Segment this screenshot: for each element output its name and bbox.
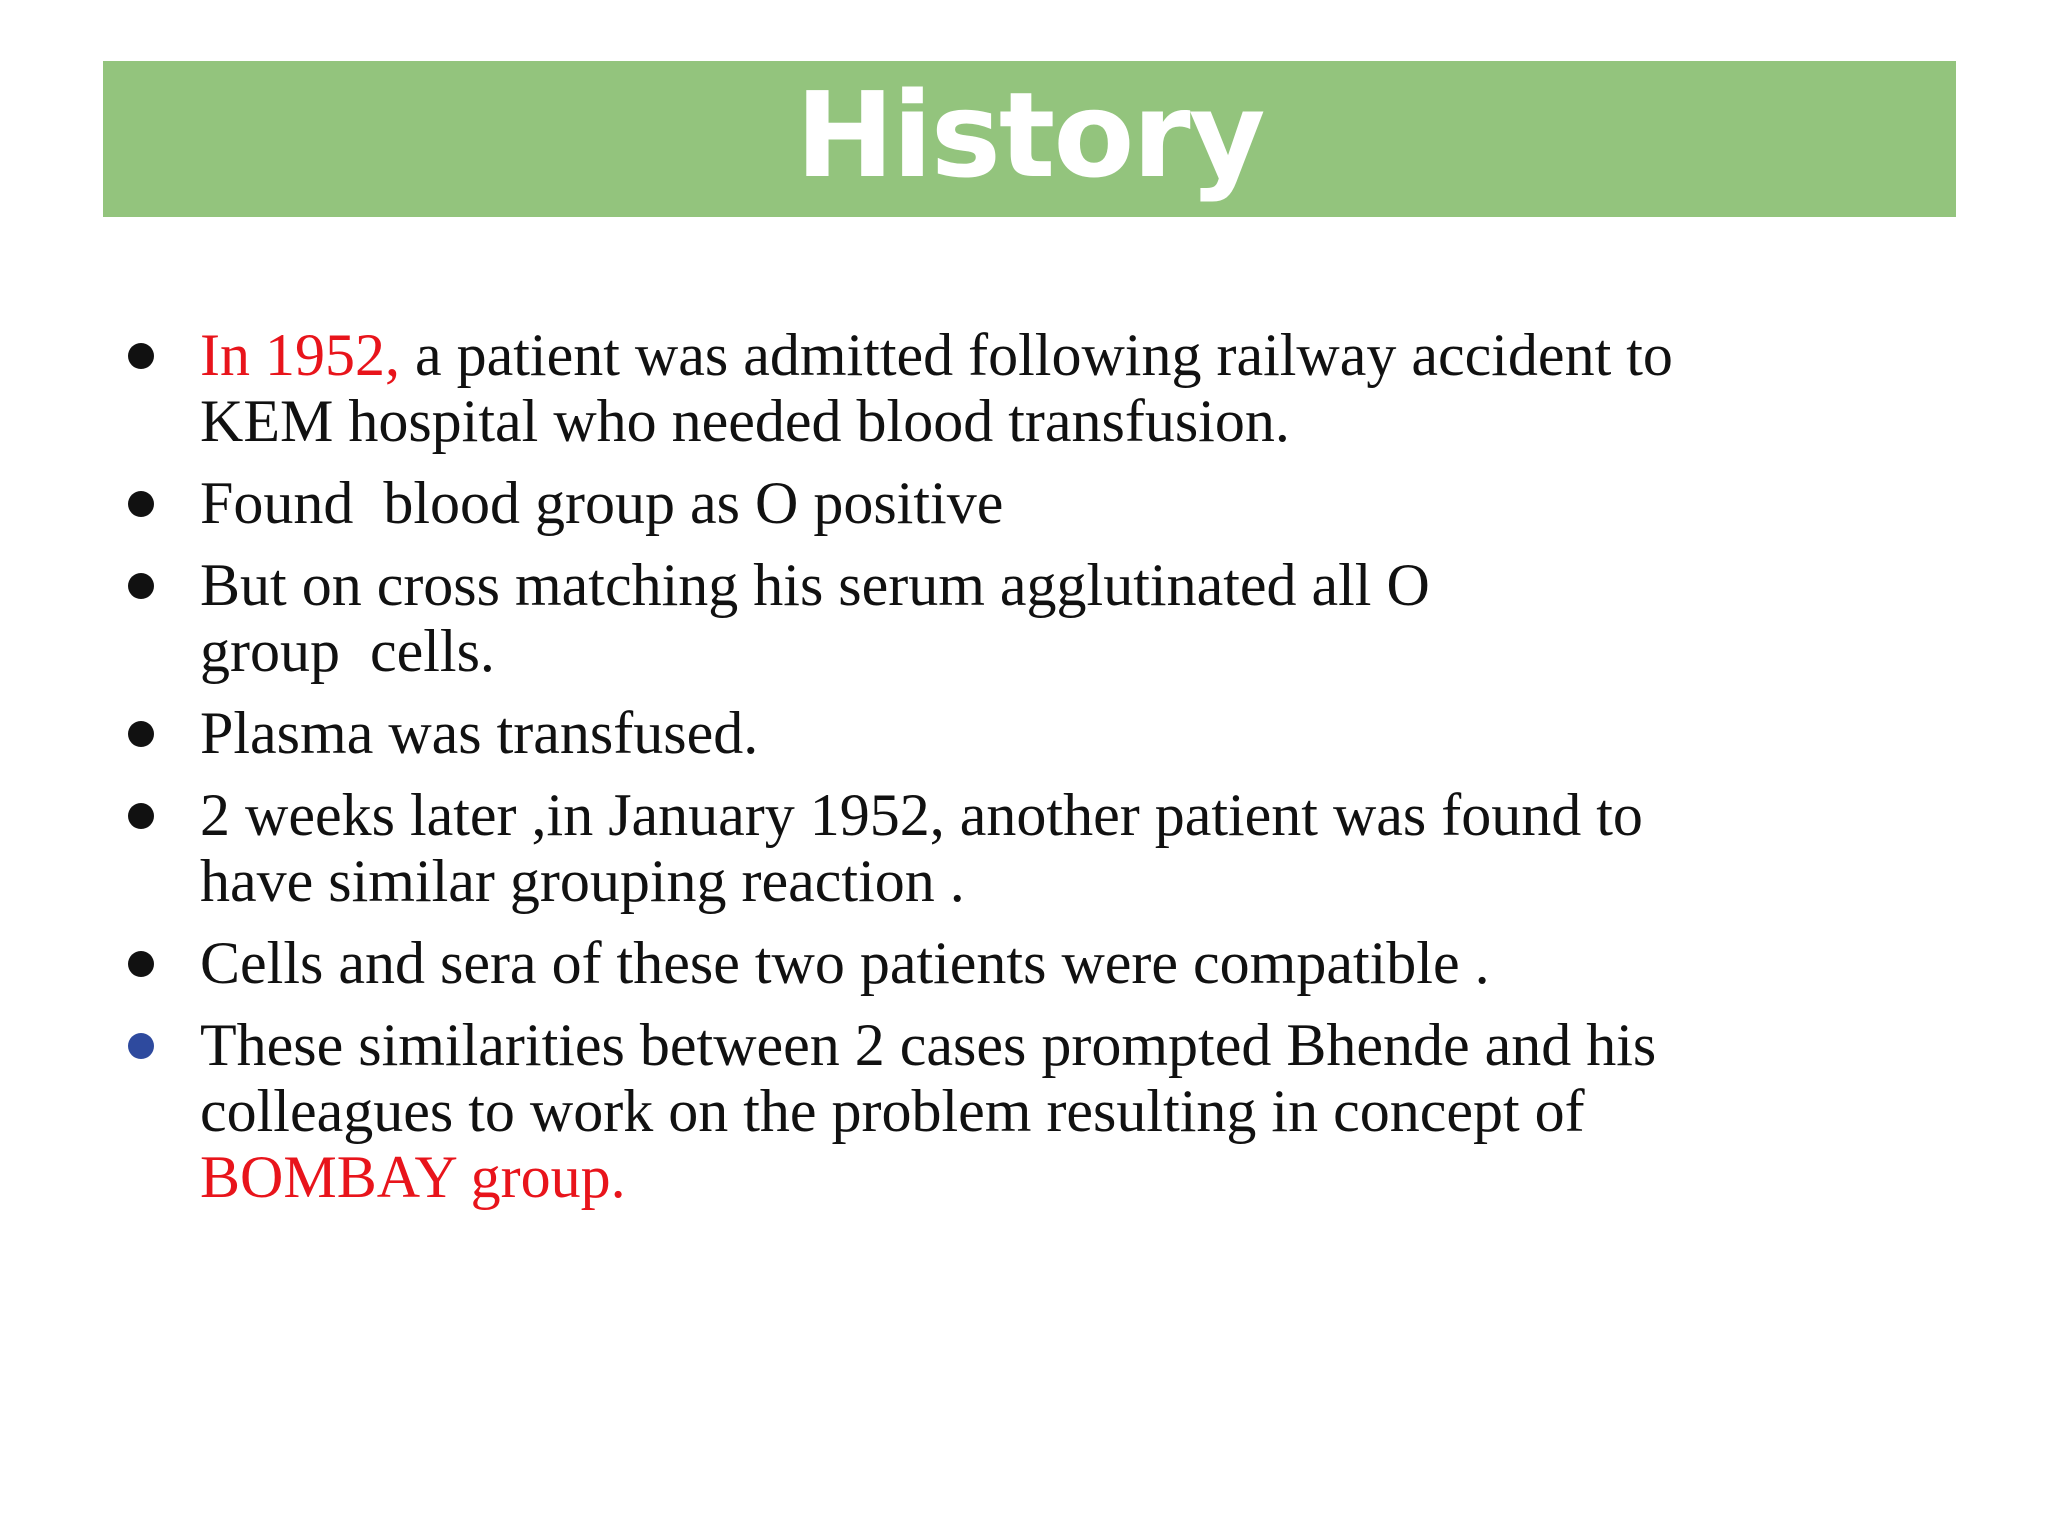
bullet-text: colleagues to work on the problem resulting in concept of <box>200 1078 1585 1144</box>
bullet-line <box>200 1144 1948 1210</box>
bullet-text: KEM hospital who needed blood transfusion. <box>200 388 1290 454</box>
title-banner <box>103 61 1956 217</box>
bullet-text: But on cross matching his serum agglutinated all O <box>200 552 1430 618</box>
bullet-line <box>200 470 1948 536</box>
bullet-line <box>200 618 1948 684</box>
bullet-text: 2 weeks later ,in January 1952, another patient was found to <box>200 782 1643 848</box>
bullet-text: BOMBAY group. <box>200 1144 626 1210</box>
bullet-dot-icon <box>128 491 154 517</box>
bullet-dot-icon <box>128 1033 154 1059</box>
bullet-dot-icon <box>128 803 154 829</box>
bullet-text: Cells and sera of these two patients were compatible . <box>200 930 1490 996</box>
bullet-line <box>200 1078 1948 1144</box>
slide-title: History <box>795 66 1264 204</box>
bullet-dot-icon <box>128 721 154 747</box>
bullet-line <box>200 930 1948 996</box>
bullet-line <box>200 700 1948 766</box>
bullet-line <box>200 782 1948 848</box>
bullet-text: have similar grouping reaction . <box>200 848 965 914</box>
bullet-line <box>200 388 1948 454</box>
bullet-text: Plasma was transfused. <box>200 700 759 766</box>
bullet-text: In 1952, <box>200 322 400 388</box>
bullet-line <box>200 322 1948 388</box>
bullet-item <box>128 700 1948 766</box>
bullet-text: Found blood group as O positive <box>200 470 1004 536</box>
bullet-dot-icon <box>128 343 154 369</box>
bullet-text: a patient was admitted following railway accident to <box>399 322 1673 388</box>
bullet-item <box>128 470 1948 536</box>
bullet-line <box>200 848 1948 914</box>
bullet-line <box>200 1012 1948 1078</box>
bullet-line <box>200 552 1948 618</box>
bullet-text: group cells. <box>200 618 495 684</box>
bullet-list <box>128 322 1948 1226</box>
bullet-text: These similarities between 2 cases prompted Bhende and his <box>200 1012 1657 1078</box>
bullet-item <box>128 782 1948 914</box>
bullet-item <box>128 322 1948 454</box>
bullet-item <box>128 552 1948 684</box>
bullet-dot-icon <box>128 951 154 977</box>
bullet-item <box>128 930 1948 996</box>
bullet-dot-icon <box>128 573 154 599</box>
bullet-item <box>128 1012 1948 1210</box>
